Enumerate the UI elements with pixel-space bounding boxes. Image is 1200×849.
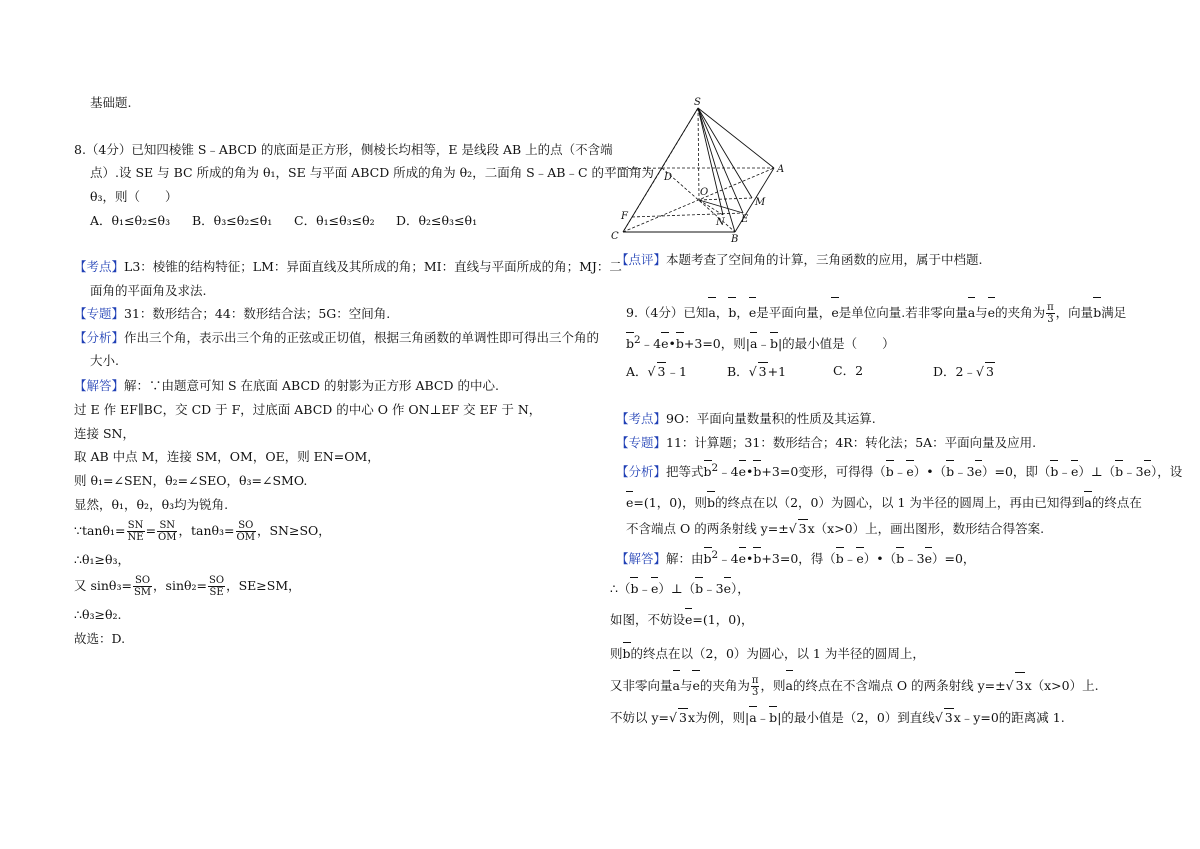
solution-step: ∴θ₃≥θ₂. bbox=[74, 607, 122, 622]
option-d: D．2﹣√ 3 bbox=[933, 364, 994, 379]
zhuanti-tag: 【专题】 bbox=[616, 435, 667, 450]
math-text: 则 bbox=[610, 646, 623, 661]
vector-e: e bbox=[925, 546, 932, 568]
math-text: 是平面向量， bbox=[756, 305, 832, 320]
label-f: F bbox=[621, 211, 628, 222]
sqrt-radicand: 3 bbox=[944, 710, 953, 725]
math-text: ﹣1 bbox=[666, 364, 687, 379]
vector-b: b bbox=[770, 331, 778, 353]
denominator: SE bbox=[209, 587, 224, 598]
math-text: |的最小值是（2，0）到直线 bbox=[777, 710, 935, 725]
math-text: 满足 bbox=[1101, 305, 1127, 320]
jieda-line bbox=[616, 546, 975, 568]
math-text: 又非零向量 bbox=[610, 678, 673, 693]
math-text: ，sinθ₂= bbox=[153, 578, 208, 593]
fraction bbox=[236, 520, 256, 543]
kaodian-text: 9O：平面向量数量积的性质及其运算. bbox=[666, 411, 876, 426]
kaodian-tag: 【考点】 bbox=[74, 259, 125, 274]
math-text: x为例，则| bbox=[687, 710, 750, 725]
math-text: 解：由 bbox=[666, 551, 704, 567]
vector-b: b bbox=[707, 490, 715, 512]
vector-e: e bbox=[739, 546, 746, 568]
math-text: ）•（ bbox=[913, 464, 947, 480]
label-n: N bbox=[716, 217, 725, 228]
numerator: π bbox=[751, 675, 759, 686]
vector-b: b bbox=[836, 546, 844, 568]
solution-step: 不妨以 y=√ 3x为例，则|a﹣b|的最小值是（2，0）到直线√ 3x﹣y=0的距离减 1. bbox=[610, 705, 1065, 727]
vector-e: e bbox=[906, 459, 913, 481]
math-text: 的终点在以（2，0）为圆心，以 1 为半径的圆周上，再由已知得到 bbox=[715, 495, 1085, 510]
vector-e: e bbox=[1144, 459, 1151, 481]
vector-b: b bbox=[623, 641, 631, 663]
vector-b: b bbox=[1050, 459, 1058, 481]
fraction-pi-over-3 bbox=[1046, 302, 1055, 325]
math-text: ，向量 bbox=[1055, 305, 1094, 320]
math-text: ﹣ bbox=[843, 551, 857, 567]
sqrt-radicand: 3 bbox=[985, 364, 994, 379]
fraction bbox=[208, 575, 225, 598]
math-text: 又 sinθ₃= bbox=[74, 578, 132, 593]
vector-b: b bbox=[676, 331, 684, 353]
numerator: SN bbox=[127, 520, 144, 531]
math-text: ）=0，即（ bbox=[981, 464, 1051, 480]
math-text: ﹣ bbox=[1058, 464, 1071, 480]
fenxi-tag: 【分析】 bbox=[74, 330, 125, 345]
vector-a: a bbox=[708, 296, 715, 326]
vector-a: a bbox=[673, 669, 680, 699]
numerator: SO bbox=[133, 575, 152, 587]
math-text: ﹣3 bbox=[1123, 464, 1144, 480]
math-text: 与 bbox=[679, 678, 693, 693]
vector-a: a bbox=[749, 705, 756, 727]
solution-step: 连接 SN， bbox=[74, 426, 135, 441]
label-a: A bbox=[777, 164, 785, 175]
solution-step bbox=[610, 576, 750, 598]
fraction bbox=[127, 520, 145, 543]
solution-step-tan bbox=[74, 518, 331, 544]
kaodian-line2: 面角的平面角及求法. bbox=[90, 283, 207, 298]
math-text: ﹣4 bbox=[718, 464, 739, 480]
math-text: 把等式 bbox=[666, 464, 704, 480]
math-text: 的终点在 bbox=[1091, 495, 1142, 510]
zhuanti-line bbox=[74, 305, 390, 323]
solution-step: 故选：D. bbox=[74, 631, 126, 646]
vector-a: a bbox=[968, 296, 975, 326]
vector-a: a bbox=[750, 331, 757, 353]
math-text: ﹣3 bbox=[703, 581, 724, 596]
math-text: =(1，0)， bbox=[692, 612, 754, 627]
solution-step bbox=[610, 607, 754, 629]
math-text: 不含端点 O 的两条射线 y=± bbox=[626, 521, 789, 536]
math-text: ， bbox=[715, 305, 729, 320]
math-text: x（x>0）上，画出图形，数形结合得答案. bbox=[807, 521, 1045, 536]
question-9-line2 bbox=[626, 331, 895, 353]
math-text: 的夹角为 bbox=[699, 678, 750, 693]
denominator: SM bbox=[133, 587, 152, 598]
sqrt-radicand: 3 bbox=[1015, 672, 1025, 699]
math-text: +3=0变形，可得得（ bbox=[761, 464, 886, 480]
vector-e: e bbox=[975, 459, 982, 481]
label-b: B bbox=[731, 234, 739, 245]
fenxi-line3: 不含端点 O 的两条射线 y=±√ 3x（x>0）上，画出图形，数形结合得答案. bbox=[626, 521, 1045, 536]
vector-e: e bbox=[661, 331, 668, 353]
vector-e: e bbox=[692, 669, 699, 699]
vector-b: b bbox=[704, 459, 712, 481]
fenxi-tag: 【分析】 bbox=[616, 464, 667, 480]
vector-b: b bbox=[769, 705, 777, 727]
math-text: ，SE≥SM， bbox=[226, 578, 301, 593]
math-text: ）， bbox=[731, 581, 750, 596]
question-9-line1 bbox=[626, 296, 1126, 326]
label-d: D bbox=[664, 172, 673, 183]
math-text: D．2﹣ bbox=[933, 364, 976, 379]
vector-e: e bbox=[626, 490, 633, 512]
math-text: ﹣3 bbox=[954, 464, 975, 480]
zhuanti-text: 11：计算题；31：数形结合；4R：转化法；5A：平面向量及应用. bbox=[666, 435, 1037, 450]
vector-b: b bbox=[630, 576, 638, 598]
math-text: 的终点在以（2，0）为圆心，以 1 为半径的圆周上， bbox=[630, 646, 925, 661]
vector-b: b bbox=[728, 296, 736, 326]
math-text: ∵tanθ₁= bbox=[74, 523, 126, 538]
math-text: +3=0，则| bbox=[683, 336, 750, 352]
vector-e: e bbox=[749, 296, 756, 326]
kaodian-line bbox=[616, 410, 876, 428]
vector-a: a bbox=[786, 669, 793, 699]
math-text: ﹣ bbox=[757, 336, 770, 352]
label-m: M bbox=[755, 197, 766, 208]
vector-e: e bbox=[856, 546, 863, 568]
math-text: 是单位向量.若非零向量 bbox=[838, 305, 968, 320]
vector-e: e bbox=[831, 296, 838, 326]
superscript: 2 bbox=[711, 549, 719, 561]
denominator: NE bbox=[127, 532, 144, 543]
question-8-line1: 8.（4分）已知四棱锥 S﹣ABCD 的底面是正方形，侧棱长均相等，E 是线段 AB 上的点（不含端 bbox=[74, 142, 613, 157]
math-text: • bbox=[668, 336, 676, 352]
text-line: 基础题. bbox=[90, 95, 132, 110]
dianping-text: 本题考查了空间角的计算，三角函数的应用，属于中档题. bbox=[666, 252, 983, 267]
solution-step: 则 θ₁=∠SEN，θ₂=∠SEO，θ₃=∠SMO. bbox=[74, 473, 308, 488]
fraction-pi-over-3 bbox=[751, 675, 760, 698]
label-s: S bbox=[694, 97, 701, 108]
math-text: ，SN≥SO， bbox=[256, 523, 331, 538]
math-text: |的最小值是（ ） bbox=[777, 336, 895, 352]
math-text: B． bbox=[727, 364, 749, 379]
label-c: C bbox=[611, 231, 619, 242]
vector-b: b bbox=[886, 459, 894, 481]
math-text: ﹣4 bbox=[718, 551, 739, 567]
fenxi-line2 bbox=[626, 490, 1142, 512]
superscript: 2 bbox=[634, 334, 641, 346]
denominator: OM bbox=[158, 532, 177, 543]
math-text: ，tanθ₃= bbox=[178, 523, 235, 538]
sqrt-radicand: 3 bbox=[758, 364, 767, 379]
solution-step: 取 AB 中点 M，连接 SM，OM，OE，则 EN=OM， bbox=[74, 449, 380, 464]
jieda-text: 解：∵由题意可知 S 在底面 ABCD 的射影为正方形 ABCD 的中心. bbox=[124, 378, 499, 393]
math-text: x（x>0）上. bbox=[1024, 678, 1099, 693]
vector-b: b bbox=[695, 576, 703, 598]
option-d: D．θ₂≤θ₃≤θ₁ bbox=[396, 213, 478, 228]
vector-b: b bbox=[1115, 459, 1123, 481]
math-text: ），设 bbox=[1150, 464, 1183, 480]
math-text: 如图，不妨设 bbox=[610, 612, 686, 627]
jieda-line bbox=[74, 377, 499, 395]
numerator: SO bbox=[236, 520, 256, 532]
question-8-line3: θ₃，则（ ） bbox=[90, 189, 178, 204]
vector-b: b bbox=[753, 546, 761, 568]
vector-b: b bbox=[896, 546, 904, 568]
math-text: ）⊥（ bbox=[1078, 464, 1116, 480]
zhuanti-tag: 【专题】 bbox=[74, 306, 125, 321]
fenxi-line1 bbox=[74, 329, 599, 347]
math-text: ， bbox=[736, 305, 749, 320]
kaodian-text: L3：棱锥的结构特征；LM：异面直线及其所成的角；MI：直线与平面所成的角；MJ：二 bbox=[124, 259, 622, 274]
option-b: B．θ₃≤θ₂≤θ₁ bbox=[192, 213, 273, 228]
vector-b: b bbox=[1093, 296, 1101, 326]
fraction bbox=[157, 520, 177, 543]
question-8-line2: 点）.设 SE 与 BC 所成的角为 θ₁，SE 与平面 ABCD 所成的角为 θ₂，二面角 S﹣AB﹣C 的平面角为 bbox=[90, 165, 654, 180]
option-c: C．2 bbox=[833, 363, 864, 378]
math-text: +1 bbox=[767, 364, 787, 379]
jieda-tag: 【解答】 bbox=[616, 551, 667, 567]
jieda-tag: 【解答】 bbox=[74, 378, 125, 393]
solution-step: 过 E 作 EF∥BC，交 CD 于 F，过底面 ABCD 的中心 O 作 ON⊥EF 交 EF 于 N， bbox=[74, 402, 542, 417]
denominator: OM bbox=[236, 532, 255, 543]
solution-step: ∴θ₁≥θ₃， bbox=[74, 552, 130, 567]
zhuanti-line bbox=[616, 434, 1036, 452]
solution-step: 又非零向量a与e的夹角为 $\frac{\pi}{3}$ ，则a的终点在不含端点 O 的两条射线 y=±√ 3x（x>0）上. bbox=[610, 669, 1099, 699]
math-text: ，则 bbox=[760, 678, 786, 693]
sqrt-radicand: 3 bbox=[678, 710, 687, 725]
math-text: 与 bbox=[975, 305, 988, 320]
vector-e: e bbox=[739, 459, 746, 481]
solution-step bbox=[610, 641, 925, 663]
math-text: ﹣ bbox=[638, 581, 651, 596]
vector-b: b bbox=[753, 459, 761, 481]
option-a: A．√ 3﹣1 bbox=[626, 364, 687, 379]
sqrt-radicand: 3 bbox=[657, 364, 666, 379]
math-text: ）•（ bbox=[863, 551, 897, 567]
denominator: 3 bbox=[752, 687, 759, 698]
fraction bbox=[133, 575, 152, 598]
solution-step-sin bbox=[74, 573, 301, 599]
math-text: 的终点在不含端点 O 的两条射线 y=± bbox=[792, 678, 1006, 693]
math-text: • bbox=[746, 551, 754, 567]
math-text: • bbox=[746, 464, 754, 480]
vector-e: e bbox=[988, 296, 995, 326]
math-text: ﹣3 bbox=[904, 551, 925, 567]
vector-e: e bbox=[1071, 459, 1078, 481]
math-text: 的夹角为 bbox=[995, 305, 1046, 320]
vector-e: e bbox=[651, 576, 658, 598]
numerator: SN bbox=[157, 520, 177, 532]
vector-e: e bbox=[685, 607, 692, 629]
denominator: 3 bbox=[1047, 314, 1054, 325]
vector-a: a bbox=[1084, 490, 1091, 512]
superscript: 2 bbox=[711, 462, 719, 474]
math-text: ﹣ bbox=[893, 464, 907, 480]
dianping-tag: 【点评】 bbox=[616, 252, 667, 267]
fenxi-line1 bbox=[616, 459, 1182, 481]
math-text: +3=0，得（ bbox=[761, 551, 836, 567]
label-o: O bbox=[700, 187, 709, 198]
fenxi-line2: 大小. bbox=[90, 353, 119, 368]
option-c: C．θ₁≤θ₃≤θ₂ bbox=[294, 213, 375, 228]
math-text: = bbox=[145, 523, 157, 538]
kaodian-tag: 【考点】 bbox=[616, 411, 667, 426]
sqrt-radicand: 3 bbox=[798, 521, 807, 536]
dianping-line bbox=[616, 251, 983, 269]
numerator: π bbox=[1047, 302, 1054, 313]
vector-e: e bbox=[724, 576, 731, 598]
option-a: A．θ₁≤θ₂≤θ₃ bbox=[90, 213, 171, 228]
math-text: ﹣4 bbox=[640, 336, 662, 352]
label-e: E bbox=[741, 214, 749, 225]
math-text: 9.（4分）已知 bbox=[626, 305, 709, 320]
solution-step: 显然，θ₁，θ₂，θ₃均为锐角. bbox=[74, 497, 229, 512]
vector-b: b bbox=[626, 331, 634, 353]
math-text: ）⊥（ bbox=[658, 581, 696, 596]
math-text: ﹣ bbox=[756, 710, 770, 725]
math-text: 不妨以 y= bbox=[610, 710, 670, 725]
vector-b: b bbox=[946, 459, 954, 481]
math-text: ）=0， bbox=[931, 551, 976, 567]
option-b: B．√ 3+1 bbox=[727, 364, 787, 379]
math-text: A． bbox=[626, 364, 648, 379]
math-text: =(1，0)，则 bbox=[633, 495, 708, 510]
kaodian-line1 bbox=[74, 258, 622, 276]
fenxi-text: 作出三个角，表示出三个角的正弦或正切值，根据三角函数的单调性即可得出三个角的 bbox=[124, 330, 600, 345]
math-text: ∴（ bbox=[610, 581, 631, 596]
numerator: SO bbox=[209, 575, 225, 586]
pyramid-figure bbox=[606, 96, 796, 246]
vector-b: b bbox=[704, 546, 712, 568]
math-text: x﹣y=0的距离减 1. bbox=[953, 710, 1065, 725]
zhuanti-text: 31：数形结合；44：数形结合法；5G：空间角. bbox=[124, 306, 391, 321]
